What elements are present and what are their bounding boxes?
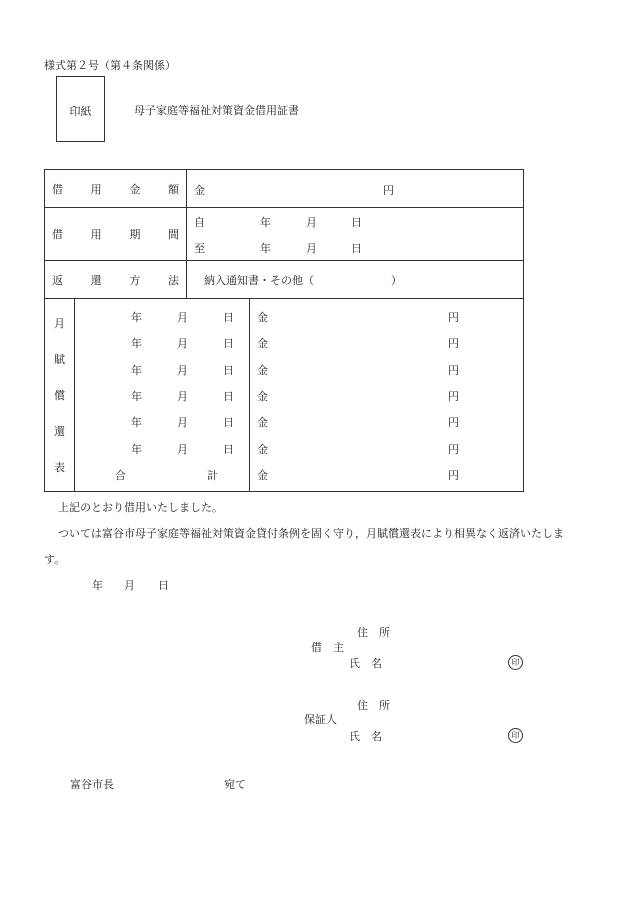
- label-char: 用: [90, 228, 102, 241]
- schedule-kin: 金: [257, 337, 268, 350]
- label-char: 償: [54, 389, 65, 402]
- addressee-mayor: 富谷市長: [70, 778, 114, 791]
- schedule-day: 日: [223, 390, 234, 403]
- borrower-seal-mark: 印: [508, 655, 523, 670]
- borrower-name-label: 氏 名: [349, 657, 382, 670]
- schedule-month: 月: [177, 443, 188, 456]
- from-month: 月: [306, 216, 317, 229]
- label-char: 賦: [54, 353, 65, 366]
- from-day: 日: [351, 216, 362, 229]
- label-char: 間: [167, 228, 179, 241]
- repayment-method-value: 納入通知書・その他（ ）: [204, 273, 402, 287]
- label-char: 還: [54, 425, 65, 438]
- document-title: 母子家庭等福祉対策資金借用証書: [134, 104, 299, 117]
- label-char: 用: [90, 182, 102, 196]
- schedule-yen: 円: [448, 390, 459, 403]
- label-char: 返: [52, 273, 63, 287]
- schedule-yen: 円: [448, 416, 459, 429]
- label-char: 還: [90, 273, 102, 287]
- declaration-line-3: す。: [44, 553, 66, 566]
- schedule-amounts[interactable]: [250, 299, 524, 492]
- schedule-year: 年: [131, 416, 142, 429]
- date-year: 年: [92, 579, 103, 592]
- schedule-day: 日: [223, 311, 234, 324]
- schedule-year: 年: [131, 311, 142, 324]
- schedule-day: 日: [223, 443, 234, 456]
- repayment-method-label: [45, 261, 187, 299]
- schedule-month: 月: [177, 416, 188, 429]
- loan-table: [44, 169, 524, 492]
- yen-mark: 円: [383, 184, 394, 197]
- loan-period-row: [45, 208, 524, 261]
- repayment-schedule-row: [45, 299, 524, 492]
- schedule-kin: 金: [257, 443, 268, 456]
- loan-amount-label: [45, 170, 187, 208]
- label-char: 月: [54, 317, 65, 330]
- label-char: 法: [167, 273, 179, 287]
- declaration-line-1: 上記のとおり借用いたしました。: [58, 501, 223, 514]
- to-year: 年: [260, 242, 271, 255]
- total-kin: 金: [257, 469, 268, 482]
- addressee-suffix: 宛て: [224, 778, 246, 791]
- schedule-kin: 金: [257, 311, 268, 324]
- schedule-year: 年: [131, 364, 142, 377]
- from-mark: 自: [194, 216, 205, 229]
- loan-period-field[interactable]: [187, 208, 524, 261]
- total-label-first: 合: [115, 469, 126, 482]
- guarantor-seal-mark: 印: [508, 728, 523, 743]
- schedule-yen: 円: [448, 337, 459, 350]
- label-char: 借: [52, 228, 63, 241]
- schedule-kin: 金: [257, 390, 268, 403]
- loan-amount-row: [45, 170, 524, 208]
- loan-period-label: [45, 208, 187, 261]
- to-mark: 至: [194, 242, 205, 255]
- total-label-second: 計: [207, 469, 218, 482]
- to-month: 月: [306, 242, 317, 255]
- guarantor-label: 保証人: [304, 713, 337, 726]
- form-number: 様式第２号（第４条関係）: [44, 59, 176, 72]
- from-year: 年: [260, 216, 271, 229]
- schedule-year: 年: [131, 443, 142, 456]
- declaration-line-2: ついては富谷市母子家庭等福祉対策資金貸付条例を固く守り，月賦償還表により相異なく返済いたしま: [58, 527, 564, 540]
- schedule-month: 月: [177, 311, 188, 324]
- revenue-stamp-label: 印紙: [69, 105, 92, 118]
- loan-amount-field[interactable]: [187, 170, 524, 208]
- schedule-year: 年: [131, 337, 142, 350]
- schedule-kin: 金: [257, 364, 268, 377]
- total-yen: 円: [448, 469, 459, 482]
- kin-mark: 金: [194, 184, 205, 197]
- schedule-year: 年: [131, 390, 142, 403]
- borrower-address-label: 住 所: [357, 626, 390, 639]
- schedule-month: 月: [177, 337, 188, 350]
- label-char: 金: [129, 182, 141, 196]
- revenue-stamp-box: [56, 76, 105, 142]
- borrower-label: 借 主: [311, 641, 344, 654]
- guarantor-name-label: 氏 名: [349, 730, 382, 743]
- label-char: 方: [129, 273, 141, 287]
- schedule-label: [45, 299, 75, 492]
- guarantor-address-label: 住 所: [357, 699, 390, 712]
- schedule-yen: 円: [448, 443, 459, 456]
- schedule-kin: 金: [257, 416, 268, 429]
- label-char: 表: [54, 461, 65, 474]
- repayment-method-field[interactable]: [187, 261, 524, 299]
- schedule-month: 月: [177, 364, 188, 377]
- label-char: 期: [129, 228, 141, 241]
- schedule-month: 月: [177, 390, 188, 403]
- schedule-yen: 円: [448, 364, 459, 377]
- schedule-day: 日: [223, 364, 234, 377]
- repayment-method-row: [45, 261, 524, 299]
- schedule-day: 日: [223, 416, 234, 429]
- schedule-yen: 円: [448, 311, 459, 324]
- date-month: 月: [124, 579, 135, 592]
- schedule-dates[interactable]: [75, 299, 250, 492]
- label-char: 借: [52, 182, 63, 196]
- date-day: 日: [158, 579, 169, 592]
- label-char: 額: [167, 182, 179, 196]
- schedule-day: 日: [223, 337, 234, 350]
- to-day: 日: [351, 242, 362, 255]
